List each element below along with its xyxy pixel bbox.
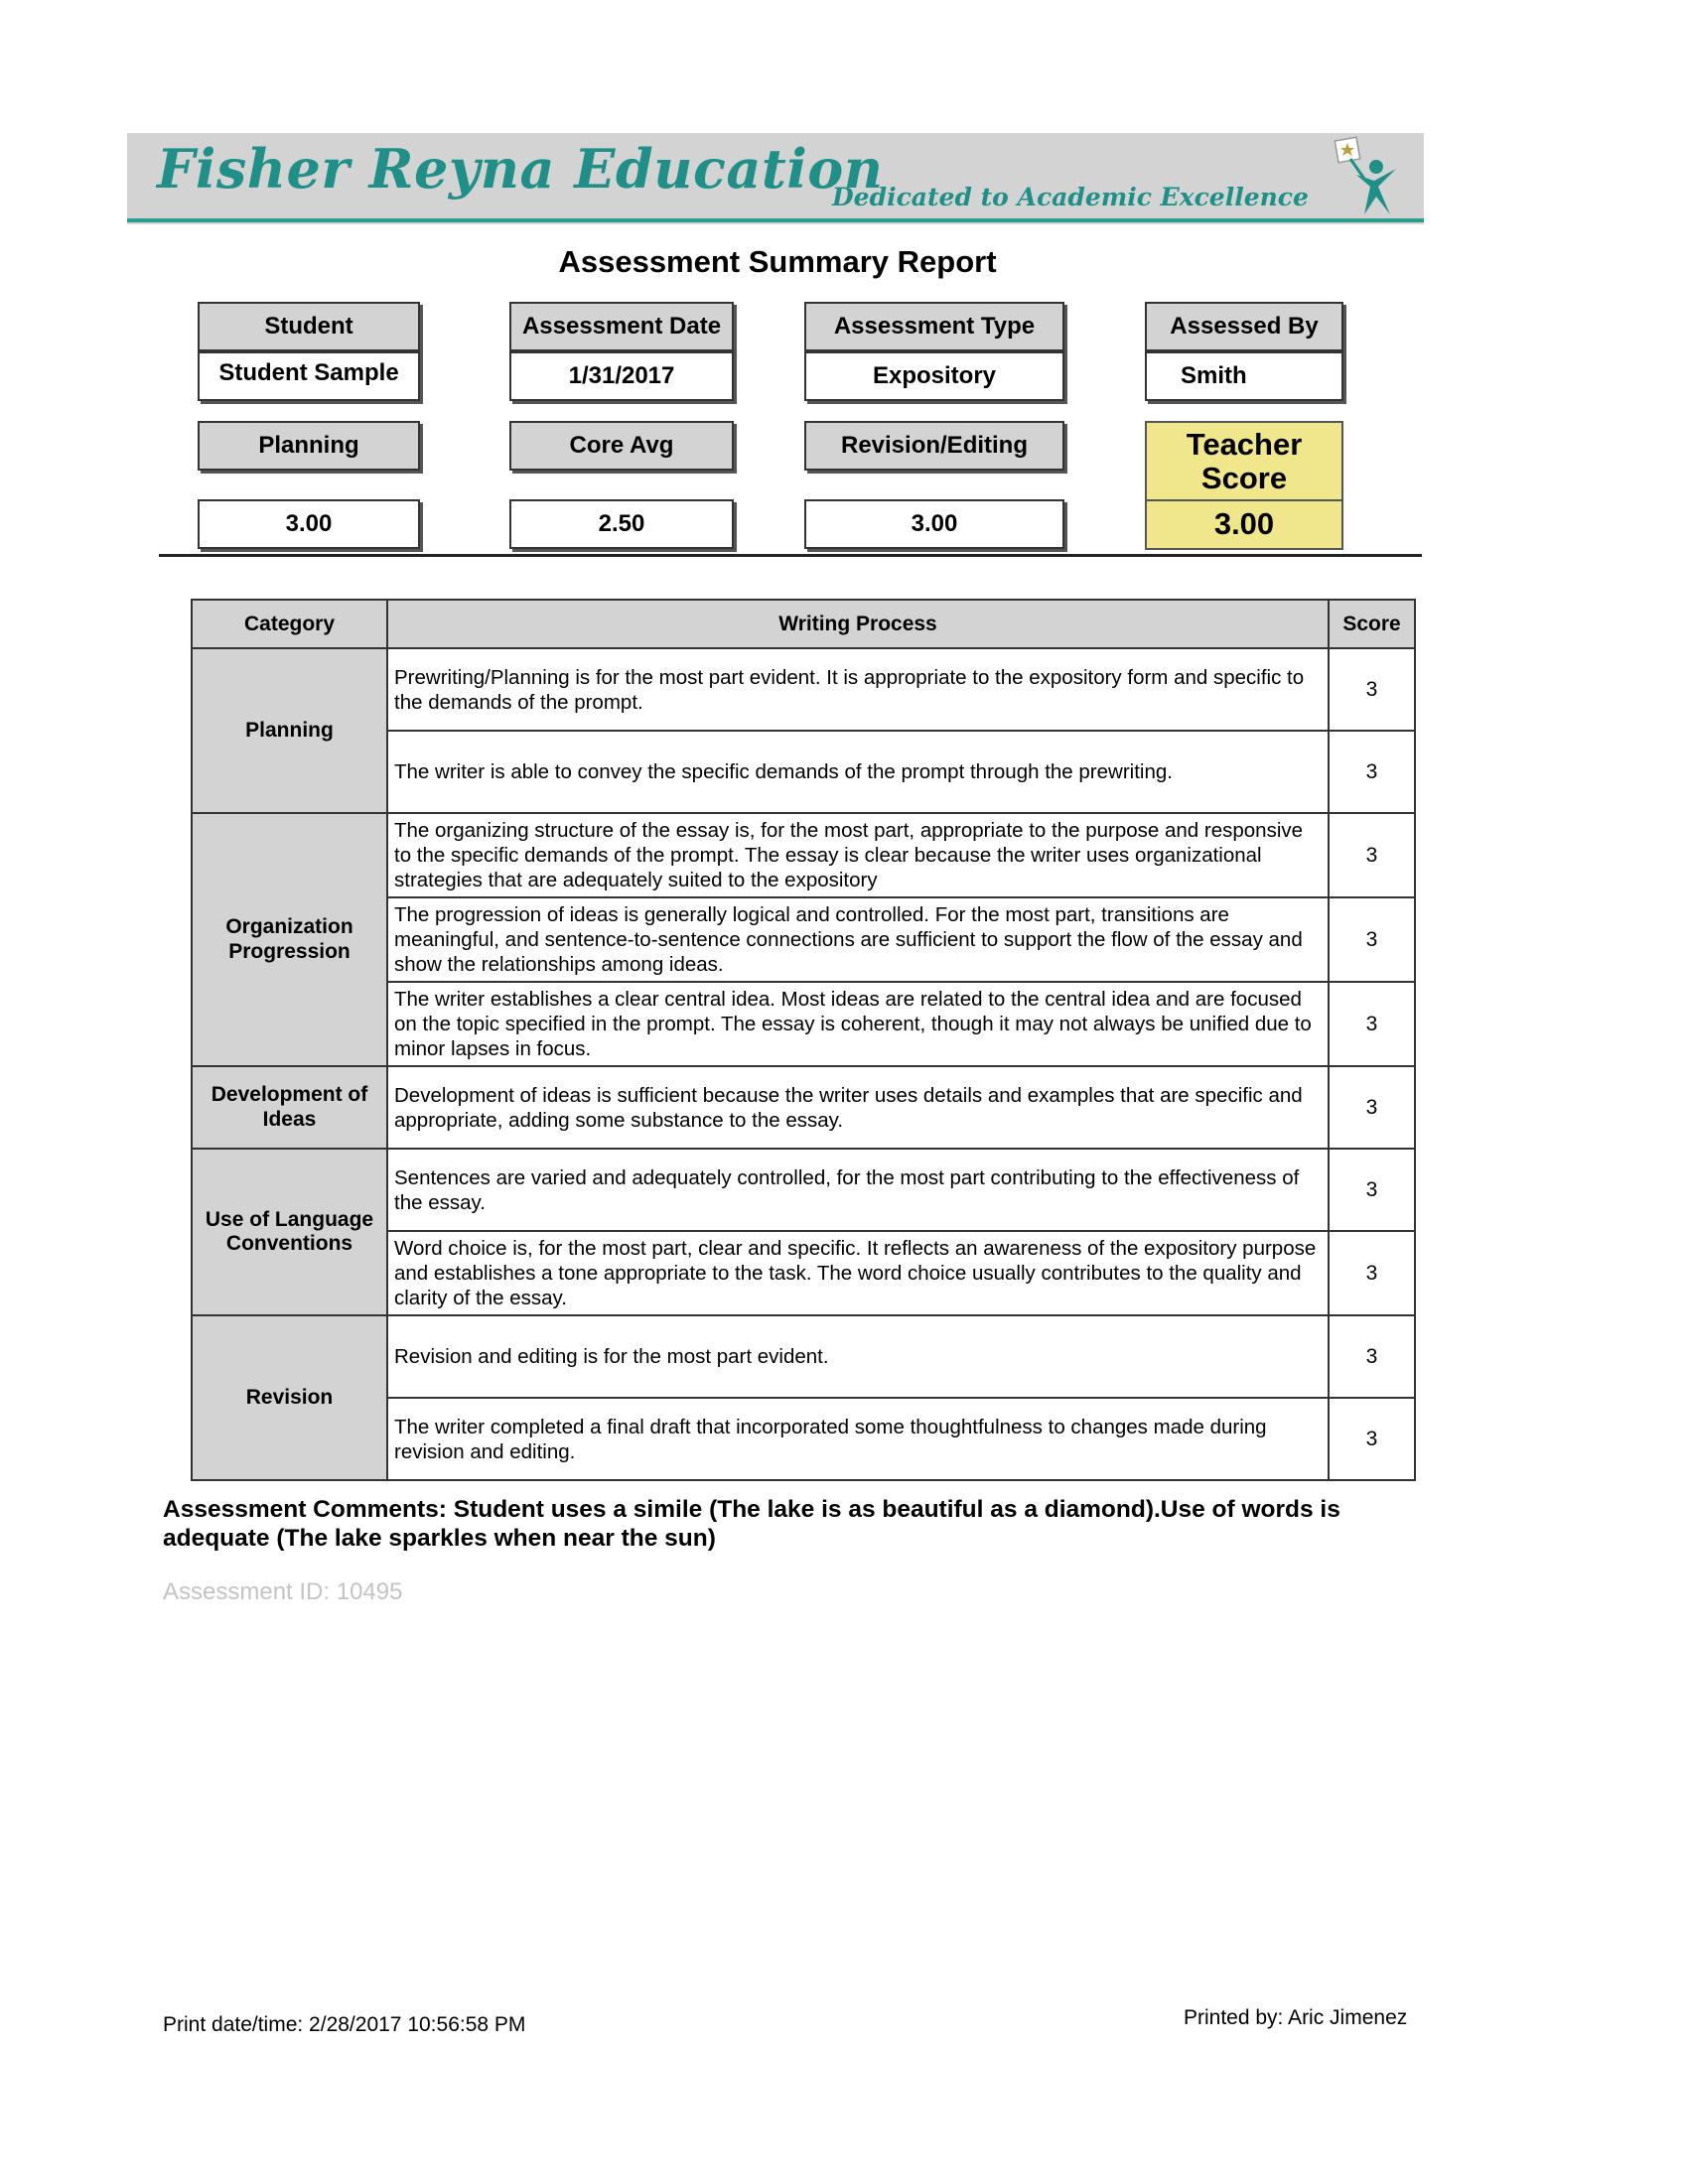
student-label: Student bbox=[198, 302, 420, 351]
process-cell: Revision and editing is for the most part evident. bbox=[387, 1315, 1329, 1398]
table-row bbox=[192, 1066, 1415, 1149]
category-cell: Use of Language Conventions bbox=[192, 1149, 387, 1315]
process-cell: Word choice is, for the most part, clear and specific. It reflects an awareness of the expository purpose and establishes a tone appropriate to the task. The word choice usually contributes to the quality and clarity of the essay. bbox=[387, 1231, 1329, 1315]
table-row bbox=[192, 1149, 1415, 1231]
score-header: Score bbox=[1329, 600, 1415, 648]
category-cell: Development of Ideas bbox=[192, 1066, 387, 1149]
process-cell: Sentences are varied and adequately controlled, for the most part contributing to the effectiveness of the essay. bbox=[387, 1149, 1329, 1231]
teacher-score-label bbox=[1145, 421, 1343, 501]
score-cell: 3 bbox=[1329, 982, 1415, 1066]
assessment-type-value: Expository bbox=[804, 351, 1064, 401]
score-cell: 3 bbox=[1329, 648, 1415, 731]
process-cell: The writer is able to convey the specific demands of the prompt through the prewriting. bbox=[387, 731, 1329, 813]
score-cell: 3 bbox=[1329, 1066, 1415, 1149]
process-cell: The progression of ideas is generally logical and controlled. For the most part, transitions are meaningful, and sentence-to-sentence connections are sufficient to support the flow of the essay and show the relationships among ideas. bbox=[387, 897, 1329, 982]
score-cell: 3 bbox=[1329, 1315, 1415, 1398]
score-cell: 3 bbox=[1329, 1149, 1415, 1231]
planning-label: Planning bbox=[198, 421, 420, 471]
core-avg-value: 2.50 bbox=[509, 499, 734, 549]
category-cell: Revision bbox=[192, 1315, 387, 1480]
assessment-date-label: Assessment Date bbox=[509, 302, 734, 351]
score-cell: 3 bbox=[1329, 731, 1415, 813]
assessed-by-label: Assessed By bbox=[1145, 302, 1343, 351]
table-row bbox=[192, 648, 1415, 731]
category-header: Category bbox=[192, 600, 387, 648]
rubric-table bbox=[191, 599, 1416, 1481]
assessment-comments: Assessment Comments: Student uses a simile (The lake is as beautiful as a diamond).Use of words is adequate (The lake sparkles when near the sun) bbox=[163, 1496, 1340, 1552]
category-cell: Organization Progression bbox=[192, 813, 387, 1066]
star-person-logo-icon bbox=[1327, 135, 1410, 220]
process-cell: The writer establishes a clear central idea. Most ideas are related to the central idea and are focused on the topic specified in the prompt. The essay is coherent, though it may not always be unified due to minor lapses in focus. bbox=[387, 982, 1329, 1066]
teacher-score-label-line2: Score bbox=[1200, 460, 1288, 495]
assessment-date-value: 1/31/2017 bbox=[509, 351, 734, 401]
planning-value: 3.00 bbox=[198, 499, 420, 549]
student-value: Student Sample bbox=[198, 351, 420, 401]
revision-editing-value: 3.00 bbox=[804, 499, 1064, 549]
category-cell: Planning bbox=[192, 648, 387, 813]
table-header-row bbox=[192, 600, 1415, 648]
revision-editing-label: Revision/Editing bbox=[804, 421, 1064, 471]
score-cell: 3 bbox=[1329, 1398, 1415, 1480]
banner-divider bbox=[127, 218, 1424, 222]
summary-divider bbox=[159, 554, 1422, 557]
brand-name: Fisher Reyna Education bbox=[157, 137, 884, 201]
score-cell: 3 bbox=[1329, 1231, 1415, 1315]
table-row bbox=[192, 813, 1415, 897]
assessment-id: Assessment ID: 10495 bbox=[163, 1578, 403, 1605]
core-avg-label: Core Avg bbox=[509, 421, 734, 471]
process-cell: The writer completed a final draft that incorporated some thoughtfulness to changes made during revision and editing. bbox=[387, 1398, 1329, 1480]
assessment-type-label: Assessment Type bbox=[804, 302, 1064, 351]
process-cell: The organizing structure of the essay is, for the most part, appropriate to the purpose and responsive to the specific demands of the prompt. The essay is clear because the writer uses organizational strategies that are adequately suited to the expository bbox=[387, 813, 1329, 897]
table-row bbox=[192, 1315, 1415, 1398]
report-title: Assessment Summary Report bbox=[558, 244, 997, 279]
brand-tagline: Dedicated to Academic Excellence bbox=[832, 183, 1309, 211]
assessed-by-value: Smith bbox=[1145, 351, 1343, 401]
teacher-score-value: 3.00 bbox=[1145, 499, 1343, 550]
teacher-score-label-line1: Teacher bbox=[1186, 427, 1303, 463]
printed-by: Printed by: Aric Jimenez bbox=[1184, 2006, 1408, 2029]
print-date-time: Print date/time: 2/28/2017 10:56:58 PM bbox=[163, 2013, 526, 2036]
score-cell: 3 bbox=[1329, 813, 1415, 897]
process-cell: Development of ideas is sufficient because the writer uses details and examples that are specific and appropriate, adding some substance to the essay. bbox=[387, 1066, 1329, 1149]
writing-process-header: Writing Process bbox=[387, 600, 1329, 648]
process-cell: Prewriting/Planning is for the most part evident. It is appropriate to the expository form and specific to the demands of the prompt. bbox=[387, 648, 1329, 731]
score-cell: 3 bbox=[1329, 897, 1415, 982]
